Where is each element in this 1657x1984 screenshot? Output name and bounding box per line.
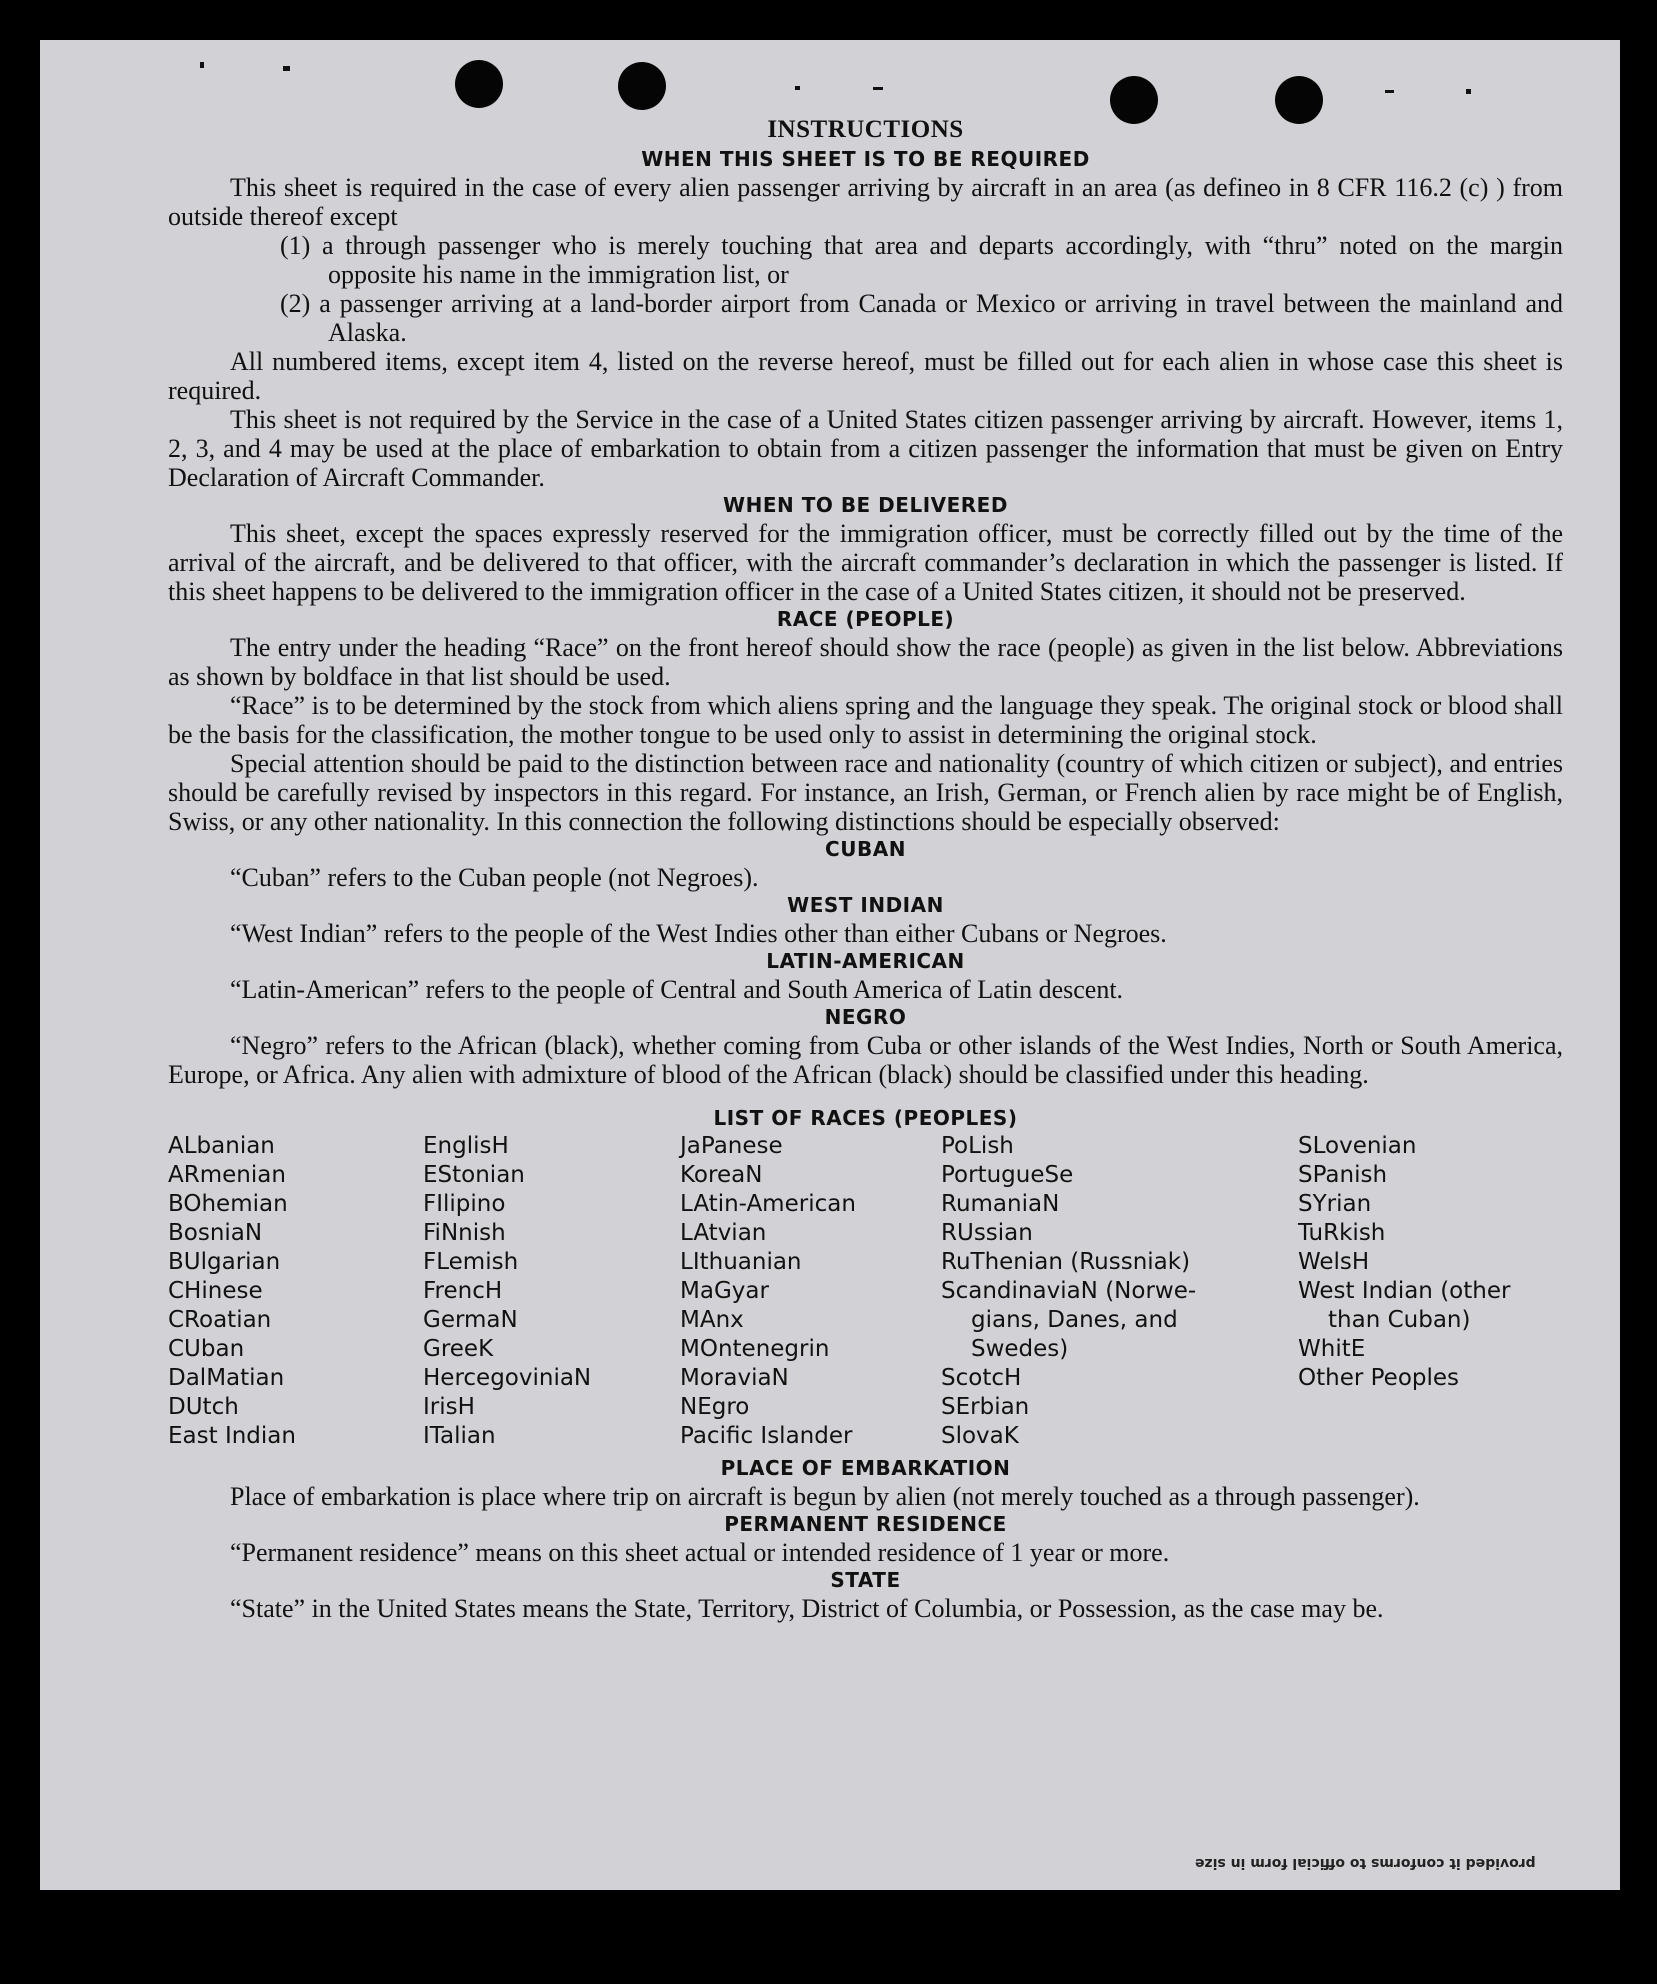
- race-item: BOhemian: [168, 1191, 288, 1217]
- race-item: EStonian: [423, 1162, 525, 1188]
- speck: [873, 87, 883, 90]
- exception-item-2: (2) a passenger arriving at a land-border airport from Canada or Mexico or arriving in travel between the mainland and Alaska.: [280, 289, 1563, 347]
- race-item: JaPanese: [680, 1133, 783, 1159]
- speck: [1385, 90, 1394, 93]
- race-item: SErbian: [941, 1394, 1030, 1420]
- race-item: ITalian: [423, 1423, 496, 1449]
- race-item: ScotcH: [941, 1365, 1022, 1391]
- heading-delivered: WHEN TO BE DELIVERED: [723, 493, 1008, 517]
- race-item: ALbanian: [168, 1133, 275, 1159]
- race-item: East Indian: [168, 1423, 296, 1449]
- paragraph-required-intro: This sheet is required in the case of every alien passenger arriving by aircraft in an area (as defineo in 8 CFR 116.2 (c) ) from outside thereof except: [168, 173, 1563, 231]
- exception-item-1: (1) a through passenger who is merely touching that area and departs accordingly, with “thru” noted on the margin opposite his name in the immigration list, or: [280, 231, 1563, 289]
- race-item: ScandinaviaN (Norwe-: [941, 1278, 1197, 1304]
- race-item: gians, Danes, and: [971, 1307, 1178, 1333]
- heading-races-list: LIST OF RACES (PEOPLES): [713, 1106, 1018, 1130]
- race-item: HercegoviniaN: [423, 1365, 592, 1391]
- race-item: CRoatian: [168, 1307, 272, 1333]
- race-item: RUssian: [941, 1220, 1033, 1246]
- race-item: DUtch: [168, 1394, 239, 1420]
- race-item: SlovaK: [941, 1423, 1019, 1449]
- paragraph-permanent-residence: “Permanent residence” means on this sheet actual or intended residence of 1 year or more.: [230, 1538, 1170, 1567]
- race-item: WelsH: [1298, 1249, 1370, 1275]
- paragraph-cuban: “Cuban” refers to the Cuban people (not Negroes).: [230, 863, 759, 892]
- race-item: GreeK: [423, 1336, 494, 1362]
- race-item: IrisH: [423, 1394, 475, 1420]
- races-column-1: [168, 1132, 296, 1451]
- race-item: LAtvian: [680, 1220, 767, 1246]
- race-item: TuRkish: [1298, 1220, 1386, 1246]
- race-item: CUban: [168, 1336, 245, 1362]
- race-item: BUlgarian: [168, 1249, 281, 1275]
- race-item: Pacific Islander: [680, 1423, 853, 1449]
- heading-state: STATE: [830, 1568, 901, 1592]
- race-item: SYrian: [1298, 1191, 1372, 1217]
- race-item: FIlipino: [423, 1191, 506, 1217]
- race-item: MaGyar: [680, 1278, 769, 1304]
- race-item: FiNnish: [423, 1220, 506, 1246]
- document-sheet: [40, 40, 1620, 1890]
- paragraph-race-1: The entry under the heading “Race” on the front hereof should show the race (people) as given in the list below. Abbreviations as shown by boldface in that list should be used.: [168, 633, 1563, 691]
- race-item: KoreaN: [680, 1162, 763, 1188]
- paragraph-race-3: Special attention should be paid to the distinction between race and nationality (country of which citizen or subject), and entries should be carefully revised by inspectors in this regard. For instance, an Irish, German, or French alien by race might be of English, Swiss, or any other nationality. In this connection the following distinctions should be especially observed:: [168, 749, 1563, 836]
- race-item: FLemish: [423, 1249, 519, 1275]
- race-item: PortugueSe: [941, 1162, 1074, 1188]
- race-item: RuThenian (Russniak): [941, 1249, 1191, 1275]
- speck: [283, 66, 290, 71]
- paragraph-west-indian: “West Indian” refers to the people of the West Indies other than either Cubans or Negroes.: [230, 919, 1167, 948]
- race-item: SLovenian: [1298, 1133, 1417, 1159]
- race-item: Swedes): [971, 1336, 1069, 1362]
- race-item: ARmenian: [168, 1162, 286, 1188]
- race-item: than Cuban): [1328, 1307, 1471, 1333]
- races-list: [168, 1132, 1563, 1455]
- race-item: MOntenegrin: [680, 1336, 830, 1362]
- race-item: MAnx: [680, 1307, 744, 1333]
- race-item: RumaniaN: [941, 1191, 1060, 1217]
- paragraph-state: “State” in the United States means the State, Territory, District of Columbia, or Possession, as the case may be.: [230, 1594, 1384, 1623]
- heading-embarkation: PLACE OF EMBARKATION: [720, 1456, 1011, 1480]
- heading-negro: NEGRO: [824, 1005, 907, 1029]
- paragraph-numbered-items: All numbered items, except item 4, listed on the reverse hereof, must be filled out for each alien in whose case this sheet is required.: [168, 347, 1563, 405]
- races-column-4: [941, 1132, 1196, 1451]
- race-item: WhitE: [1298, 1336, 1366, 1362]
- speck: [1466, 89, 1471, 94]
- races-column-3: [680, 1132, 856, 1451]
- page-title: INSTRUCTIONS: [767, 116, 964, 143]
- paragraph-delivered: This sheet, except the spaces expressly reserved for the immigration officer, must be correctly filled out by the time of the arrival of the aircraft, and be delivered to that officer, with the aircraft commander’s declaration in which the passenger is listed. If this sheet happens to be delivered to the immigration officer in the case of a United States citizen, it should not be preserved.: [168, 519, 1563, 606]
- heading-west-indian: WEST INDIAN: [787, 893, 944, 917]
- heading-required: WHEN THIS SHEET IS TO BE REQUIRED: [641, 147, 1090, 171]
- race-item: DalMatian: [168, 1365, 285, 1391]
- race-item: BosniaN: [168, 1220, 263, 1246]
- race-item: LAtin-American: [680, 1191, 856, 1217]
- punch-hole: [618, 62, 666, 110]
- race-item: LIthuanian: [680, 1249, 802, 1275]
- race-item: West Indian (other: [1298, 1278, 1511, 1304]
- paragraph-negro: “Negro” refers to the African (black), whether coming from Cuba or other islands of the West Indies, North or South America, Europe, or Africa. Any alien with admixture of blood of the African (black) should be classified under this heading.: [168, 1031, 1563, 1089]
- races-column-2: [423, 1132, 591, 1451]
- paragraph-race-2: “Race” is to be determined by the stock from which aliens spring and the language they speak. The original stock or blood shall be the basis for the classification, the mother tongue to be used only to assist in determining the original stock.: [168, 691, 1563, 749]
- race-item: MoraviaN: [680, 1365, 789, 1391]
- heading-race: RACE (PEOPLE): [776, 607, 955, 631]
- speck: [795, 86, 800, 90]
- paragraph-latin-american: “Latin-American” refers to the people of Central and South America of Latin descent.: [230, 975, 1124, 1004]
- race-item: FrencH: [423, 1278, 503, 1304]
- race-item: CHinese: [168, 1278, 263, 1304]
- race-item: SPanish: [1298, 1162, 1388, 1188]
- punch-hole: [455, 60, 503, 108]
- paragraph-citizen: This sheet is not required by the Service in the case of a United States citizen passenger arriving by aircraft. However, items 1, 2, 3, and 4 may be used at the place of embarkation to obtain from a citizen passenger the information that must be given on Entry Declaration of Aircraft Commander.: [168, 405, 1563, 492]
- speck: [200, 62, 204, 68]
- race-item: PoLish: [941, 1133, 1014, 1159]
- races-column-5: [1298, 1132, 1510, 1393]
- race-item: GermaN: [423, 1307, 518, 1333]
- heading-latin-american: LATIN-AMERICAN: [766, 949, 965, 973]
- instructions-body: [168, 115, 1563, 1623]
- race-item: EnglisH: [423, 1133, 509, 1159]
- paragraph-embarkation: Place of embarkation is place where trip on aircraft is begun by alien (not merely touched as a through passenger).: [230, 1482, 1420, 1511]
- race-item: Other Peoples: [1298, 1365, 1460, 1391]
- footer-stamp: provided it conforms to official form in size: [1195, 1855, 1536, 1871]
- heading-cuban: CUBAN: [825, 837, 906, 861]
- race-item: NEgro: [680, 1394, 750, 1420]
- heading-permanent-residence: PERMANENT RESIDENCE: [724, 1512, 1007, 1536]
